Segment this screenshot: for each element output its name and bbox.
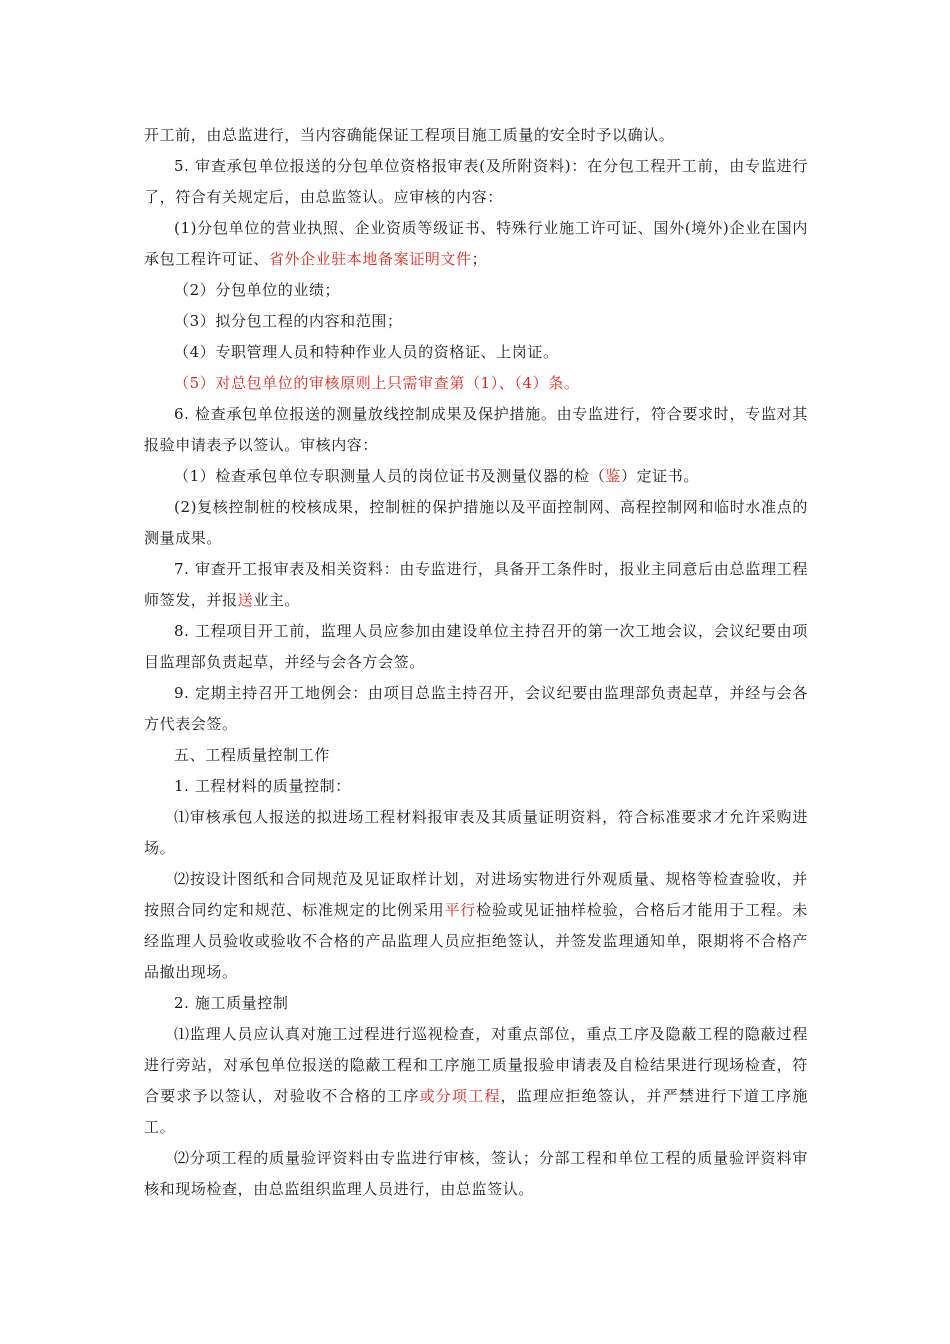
text-normal: ⑵按设计图纸和合同规范及见证取样计划，对进场实物进行外观质量、规格等检查验收，并按照合同约定和规范、标准规定的比例采用 — [144, 870, 808, 919]
text-highlight: 送 — [237, 591, 254, 609]
text-highlight: 或分项工程 — [419, 1087, 501, 1105]
text-normal: ，监理应拒绝签认，并严禁进行下道工序施工。 — [144, 1087, 808, 1136]
paragraph-item-5-5 — [144, 368, 808, 399]
text-highlight: 鉴 — [605, 467, 621, 485]
paragraph-materials-2 — [144, 864, 808, 988]
text-normal: (1)分包单位的营业执照、企业资质等级证书、特殊行业施工许可证、国外(境外)企业在国内承包工程许可证、 — [144, 219, 808, 268]
paragraph-materials-1: ⑴审核承包人报送的拟进场工程材料报审表及其质量证明资料，符合标准要求才允许采购进场。 — [144, 808, 808, 857]
text-normal: ）定证书。 — [620, 467, 699, 485]
paragraph-item-5-3: （3）拟分包工程的内容和范围； — [174, 312, 403, 330]
paragraph-item-5-4: （4）专职管理人员和特种作业人员的资格证、上岗证。 — [174, 343, 559, 361]
paragraph-construction-2: ⑵分项工程的质量验评资料由专监进行审核，签认；分部工程和单位工程的质量验评资料审核和现场检查，由总监组织监理人员进行，由总监签认。 — [144, 1149, 808, 1198]
text-normal: ； — [471, 250, 488, 268]
subheading-construction: 2. 施工质量控制 — [174, 994, 289, 1012]
paragraph-item-8: 8. 工程项目开工前，监理人员应参加由建设单位主持召开的第一次工地会议，会议纪要由项目监理部负责起草，并经与会各方会签。 — [144, 622, 808, 671]
paragraph-item-5-1 — [144, 213, 808, 275]
section-heading-5: 五、工程质量控制工作 — [174, 746, 331, 764]
paragraph-continuation: 开工前，由总监进行，当内容确能保证工程项目施工质量的安全时予以确认。 — [144, 126, 675, 144]
subheading-materials: 1. 工程材料的质量控制： — [174, 777, 351, 795]
text-normal: 检验或见证抽样检验，合格后才能用于工程。未经监理人员验收或验收不合格的产品监理人员应拒绝签认，并签发监理通知单，限期将不合格产品撤出现场。 — [144, 901, 809, 981]
text-normal: ⑴监理人员应认真对施工过程进行巡视检查，对重点部位，重点工序及隐蔽工程的隐蔽过程进行旁站，对承包单位报送的隐蔽工程和工序施工质量报验申请表及自检结果进行现场检查，符合要求予以签认，对验收不合格的工序 — [144, 1025, 808, 1105]
paragraph-item-6: 6. 检查承包单位报送的测量放线控制成果及保护措施。由专监进行，符合要求时，专监对其报验申请表予以签认。审核内容： — [144, 405, 808, 454]
paragraph-item-5-2: （2）分包单位的业绩； — [174, 281, 341, 299]
text-highlight: （5） — [174, 374, 216, 392]
paragraph-item-6-2: (2)复核控制桩的校核成果，控制桩的保护措施以及平面控制网、高程控制网和临时水准点的测量成果。 — [144, 498, 808, 547]
text-highlight: 省外企业驻本地备案证明文件 — [268, 250, 472, 268]
text-normal: （1）检查承包单位专职测量人员的岗位证书及测量仪器的检（ — [174, 467, 606, 485]
text-highlight: 平行 — [444, 901, 477, 919]
text-highlight: 对总包单位的审核原则上只需审查第（1）、（4）条。 — [215, 374, 580, 392]
paragraph-item-9: 9. 定期主持召开工地例会：由项目总监主持召开，会议纪要由监理部负责起草，并经与会各方代表会签。 — [144, 684, 808, 733]
text-normal: 业主。 — [253, 591, 301, 609]
text-normal: 7. 审查开工报审表及相关资料：由专监进行，具备开工条件时，报业主同意后由总监理工程师签发，并报 — [144, 560, 808, 609]
paragraph-item-7 — [144, 554, 808, 616]
document-body — [144, 120, 808, 1205]
paragraph-construction-1 — [144, 1019, 808, 1143]
paragraph-item-6-1 — [144, 461, 808, 492]
paragraph-item-5: 5. 审查承包单位报送的分包单位资格报审表(及所附资料)：在分包工程开工前，由专监进行了，符合有关规定后，由总监签认。应审核的内容： — [144, 157, 808, 206]
